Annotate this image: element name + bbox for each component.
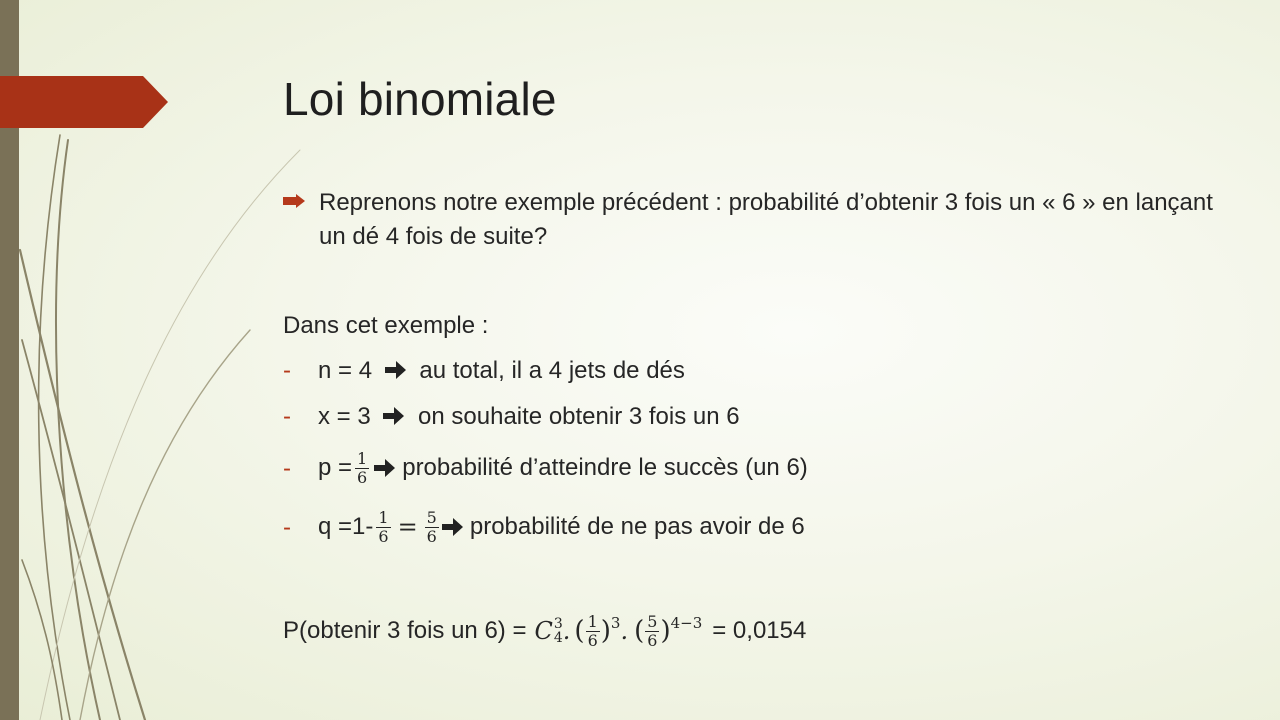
paren-open: ( xyxy=(574,616,585,646)
combination-symbol: C xyxy=(534,617,553,645)
fraction-denominator: 6 xyxy=(587,630,598,650)
item-lhs: p = xyxy=(318,454,353,481)
bullet-item xyxy=(283,186,1213,254)
combination-sup: 3 xyxy=(553,616,563,632)
title-accent-tab xyxy=(0,76,168,128)
fraction xyxy=(376,507,390,546)
paren-close: ) xyxy=(600,616,611,646)
paren-open: ( xyxy=(634,616,645,646)
fraction-numerator: 5 xyxy=(647,611,658,631)
fraction-numerator: 1 xyxy=(587,611,598,631)
item-lhs: n = 4 xyxy=(318,357,373,384)
fraction xyxy=(355,448,369,487)
fraction-numerator: 1 xyxy=(357,448,368,468)
fraction xyxy=(586,611,600,650)
combination-sub: 4 xyxy=(553,630,563,646)
list-dash: - xyxy=(283,403,291,430)
formula-result: = 0,0154 xyxy=(712,617,807,644)
combination-indices xyxy=(554,617,563,645)
fraction-numerator: 5 xyxy=(426,507,437,527)
dot: . xyxy=(562,617,571,645)
bold-arrow-right-icon xyxy=(385,360,407,380)
list-dash: - xyxy=(283,455,291,482)
arrow-right-icon xyxy=(283,194,305,208)
bullet-text: Reprenons notre exemple précédent : probabilité d’obtenir 3 fois un « 6 » en lançant un dé 4 fois de suite? xyxy=(319,189,1213,250)
fraction-denominator: 6 xyxy=(426,526,437,546)
fraction-denominator: 6 xyxy=(647,630,658,650)
item-text: probabilité de ne pas avoir de 6 xyxy=(469,513,805,540)
intro-text: Dans cet exemple : xyxy=(283,312,489,339)
slide-title: Loi binomiale xyxy=(283,73,557,125)
item-text: au total, il a 4 jets de dés xyxy=(419,357,685,384)
item-text: probabilité d’atteindre le succès (un 6) xyxy=(402,454,808,481)
paren-close: ) xyxy=(660,616,671,646)
list-item xyxy=(318,403,740,431)
list-item xyxy=(318,505,805,549)
binomial-formula xyxy=(283,606,806,656)
fraction xyxy=(645,611,659,650)
exponent: 4−3 xyxy=(670,614,703,632)
formula-prefix: P(obtenir 3 fois un 6) = xyxy=(283,617,527,644)
exponent: 3 xyxy=(610,614,621,632)
fraction-numerator: 1 xyxy=(378,507,389,527)
equals-sign: = xyxy=(397,513,418,541)
bold-arrow-right-icon xyxy=(374,458,396,478)
bold-arrow-right-icon xyxy=(383,406,405,426)
item-lhs: q =1- xyxy=(318,513,374,540)
item-text: on souhaite obtenir 3 fois un 6 xyxy=(418,403,740,430)
dot: . xyxy=(620,617,629,645)
list-item xyxy=(318,446,808,490)
fraction-denominator: 6 xyxy=(357,467,368,487)
list-item xyxy=(318,357,685,385)
bold-arrow-right-icon xyxy=(442,517,464,537)
list-dash: - xyxy=(283,357,291,384)
list-dash: - xyxy=(283,514,291,541)
fraction xyxy=(425,507,439,546)
fraction-denominator: 6 xyxy=(378,526,389,546)
item-lhs: x = 3 xyxy=(318,403,371,430)
